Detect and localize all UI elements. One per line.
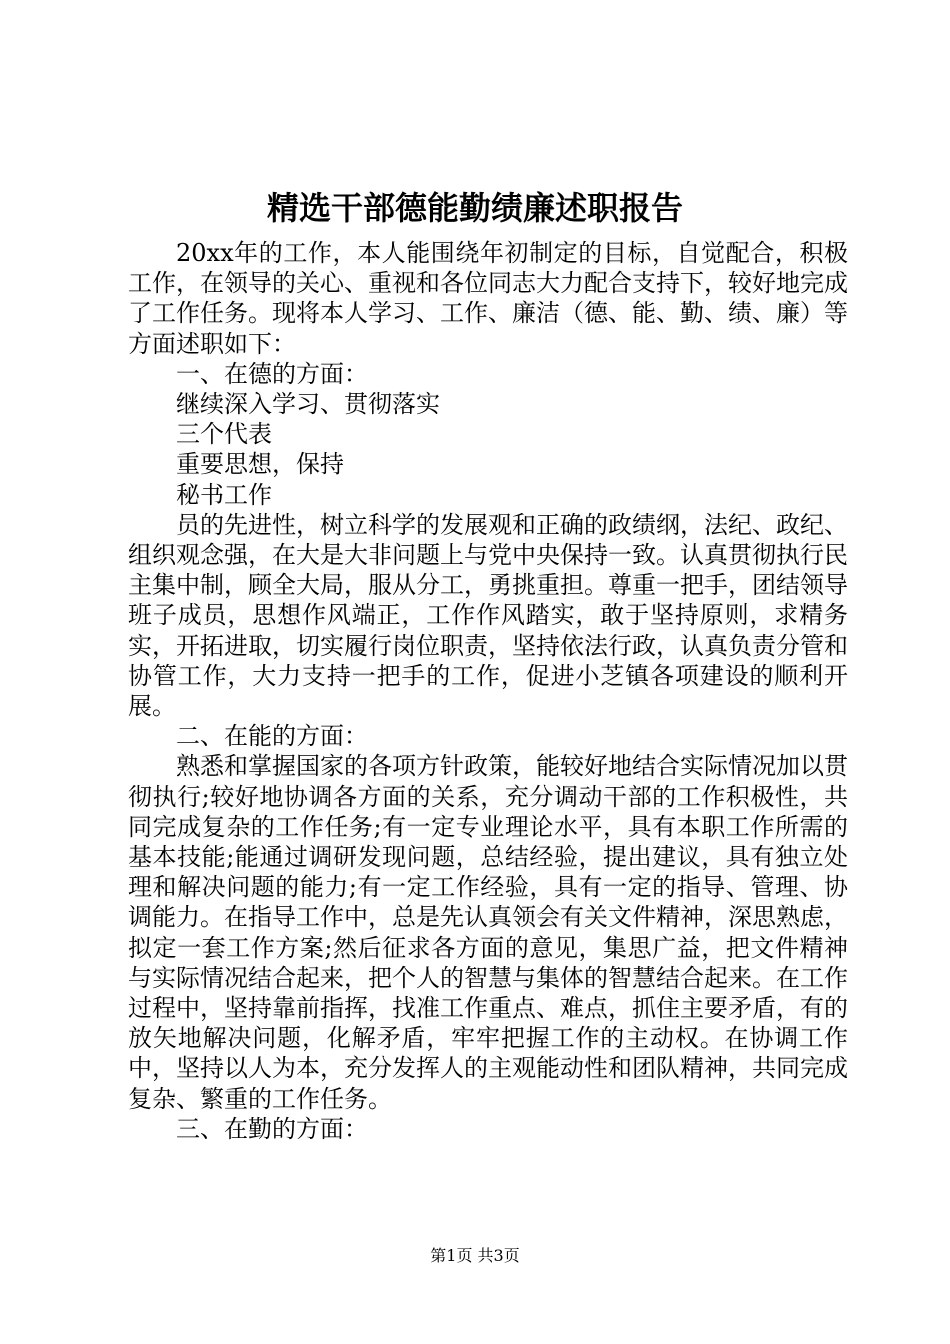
paragraph-intro: 20xx年的工作，本人能围绕年初制定的目标，自觉配合，积极工作，在领导的关心、重视和各位同志大力配合支持下，较好地完成了工作任务。现将本人学习、工作、廉洁（德、能、勤、绩、廉）等方面述职如下： [128, 239, 848, 358]
document-body [128, 238, 848, 1144]
paragraph-heading-neng: 二、在能的方面： [176, 722, 368, 751]
paragraph-neng-body: 熟悉和掌握国家的各项方针政策，能较好地结合实际情况加以贯彻执行;较好地协调各方面的关系，充分调动干部的工作积极性，共同完成复杂的工作任务;有一定专业理论水平，具有本职工作所需的基本技能;能通过调研发现问题，总结经验，提出建议，具有独立处理和解决问题的能力;有一定工作经验，具有一定的指导、管理、协调能力。在指导工作中，总是先认真领会有关文件精神，深思熟虑，拟定一套工作方案;然后征求各方面的意见，集思广益，把文件精神与实际情况结合起来，把个人的智慧与集体的智慧结合起来。在工作过程中，坚持靠前指挥，找准工作重点、难点，抓住主要矛盾，有的放矢地解决问题，化解矛盾，牢牢把握工作的主动权。在协调工作中，坚持以人为本，充分发挥人的主观能动性和团队精神，共同完成复杂、繁重的工作任务。 [128, 752, 848, 1113]
paragraph-line: 重要思想，保持 [176, 450, 344, 479]
page-number-footer: 第1页 共3页 [430, 1246, 520, 1265]
document-title: 精选干部德能勤绩廉述职报告 [266, 189, 683, 227]
paragraph-line: 秘书工作 [176, 480, 272, 509]
paragraph-heading-qin: 三、在勤的方面： [176, 1114, 368, 1143]
paragraph-line: 三个代表 [176, 420, 272, 449]
paragraph-line: 继续深入学习、贯彻落实 [176, 390, 440, 419]
paragraph-heading-de: 一、在德的方面： [176, 359, 368, 388]
paragraph-de-body: 员的先进性，树立科学的发展观和正确的政绩纲，法纪、政纪、组织观念强，在大是大非问题上与党中央保持一致。认真贯彻执行民主集中制，顾全大局，服从分工，勇挑重担。尊重一把手，团结领导班子成员，思想作风端正，工作作风踏实，敢于坚持原则，求精务实，开拓进取，切实履行岗位职责，坚持依法行政，认真负责分管和协管工作，大力支持一把手的工作，促进小芝镇各项建设的顺利开展。 [128, 510, 848, 721]
